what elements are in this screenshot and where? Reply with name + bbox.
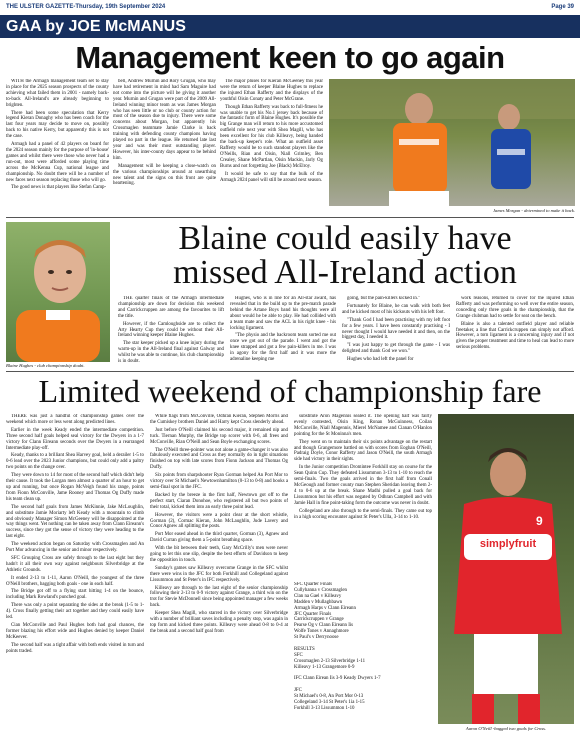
section-band: GAA by JOE McMANUS <box>0 15 580 38</box>
paragraph: substitute Aron Magennis sealed it. The opening half was fairly evenly contested, Oisin King, Ronan McGuinness, Coilan McConville, Niall Magennis, Mierel McNamee and Cianan O'Hanlon pointing for the St Moninna's men. <box>294 414 432 437</box>
jersey-number: 9 <box>536 514 543 528</box>
player-illustration <box>329 79 575 206</box>
paragraph: WITH the Armagh management team set to stay in place for the 2025 season prospects of the county achieving what failed them in 2001 - namely back-to-back All-Ireland's are already beginning to brighten. <box>6 79 109 108</box>
forward-illustration <box>438 414 574 724</box>
paragraph: The good news is that players like Stefan Camp- <box>11 185 107 191</box>
story1-column-2 <box>113 79 216 214</box>
paragraph: "The physio and the backroom team sorted me out once we got out of the parade. I went and got the knee strapped and got a few pain-killers in me. I was in agony for the first half and it was more the adrenaline keeping me <box>230 333 336 363</box>
paragraph: THE quarter finals of the Armagh intermediate championship are down for decision this weekend and Carrickcruppen are among the favourites to lift the title. <box>118 296 224 319</box>
results-line: SFC Quarter Finals <box>294 582 333 587</box>
results-line: Madden v Mullaghbawn <box>294 599 343 605</box>
results-line: IFC Clann Eirean Iis 3-9 Keady Dwyers 1-7 <box>294 676 381 682</box>
story1-column-3 <box>220 79 323 214</box>
results-line: St Michael's 0-8, An Port Mor 0-13 <box>294 694 364 700</box>
story3-headline: Limited weekend of championship fare <box>38 373 542 409</box>
paragraph: The second half was a tight affair with both ends visited in turn and points traded. <box>6 642 144 654</box>
results-line: Cullyhanna v Crossmaglen <box>294 587 347 593</box>
paragraph: They went on to maintain their six points advantage on the restart and though Grangemore battled on with scores from Eoghan O'Neill, Padraig Doyle, Conor Rafferty and Jason O'Neill, the south Armagh side had victory in their sights. <box>294 439 432 463</box>
paragraph: Port Mor eased ahead in the third quarter, Gorman (3), Agnew and David Curran giving them a 5-point breathing space. <box>150 532 288 544</box>
paragraph: Though Ethan Rafferty was back to full-fitness he was unable to get his No.1 jersey back because of the fantastic form of Blaine Hughes. It's possible the big Grange man will return to his more accustomed outfield role next year with Shea Magill, who has been excellent for his club Killeavy, being handed the back-up keeper's role. What an outfield asset Rafferty would be to such standout players like the O'Neills, Rian and Oisin, Niall Grimley, Ben Crealey, Shane McPartlan, Oisin Mackin, Jarly Og Burns and not forgetting Joe (Black) McElroy. <box>220 104 323 169</box>
results-line: JFC <box>294 688 302 694</box>
results-line: Armagh Harps v Clann Eireann <box>294 605 356 611</box>
paragraph: Keeper Shea Magill, who starred in the victory over Silverbridge with a number of brilliant saves including a penalty stop, was again in top form and kicked three points. Killeavy were ahead 0-8 to 0-4 at the break and a second half goal from <box>150 611 288 634</box>
results-line: Wolfe Tones v Annaghmore <box>294 629 349 635</box>
player-photo-blaine-hughes <box>6 222 110 362</box>
paragraph: Earlier in the week Keady ended the intermediate competition. Three second half goals helped seal victory for the Dwyers in a 1-7 victory for Clann Eireann seconds over the Dwyers in a rearranged Intermediate play-off. <box>6 427 144 451</box>
results-line: RESULTS <box>294 646 315 652</box>
results-line: Forkhill 3-13 Lissummon 1-10 <box>294 705 355 711</box>
paragraph: Backed by the breeze in the first half, Newtown got off to the perfect start, Ciaran Donohoe, who registered all but two points of their total, kicked them into an early three point lead. <box>150 492 288 510</box>
paragraph: The weekend action began on Saturday with Crossmaglen and An Port Mor advancing in the senior and minor respectively. <box>6 542 144 554</box>
paragraph: "Thank God I had been practising with my left foot for a few years. I have been constantly practising - I never thought I would have needed it and then, on the biggest day, I needed it. <box>342 317 450 341</box>
story3-column-1 <box>6 414 144 734</box>
paragraph: Killeavy are through to the last eight of the senior championship following their 2-13 to 0-9 victory against Grange, a third win on the trot for Stevie McDonnell since being appointed manager a few weeks back. <box>150 585 288 609</box>
paragraph: THERE was just a handful of championship games over the weekend which more or less went along predicted lines. <box>6 414 144 425</box>
player-photo-aaron-oneill <box>438 414 574 724</box>
paragraph: "I was just happy to get through the game - I was delighted and thank God we won." <box>342 343 450 355</box>
paragraph: bell, Andrew Murnin and Rory Grugan, who may have had retirement in mind had Sam Maguire had not come into the picture will be giving it another year. Murnin and Grugan were part of the 2009 All-Ireland winning minor team as was James Morgan who has seen little or no club or county action for most of the season due to injury. There were some concerns about Morgan, but apparently his Crossmaglen teammate Jamie Clarke is back training with defending county champions having played no part in the league. He returned late last year and was their most outstanding player. However, his inter-county days appear to be behind him. <box>113 79 216 161</box>
paragraph: With the bit between their teeth, Gary McCrilly's men were never going to let this one slip, despite the best efforts of Davidson to keep the opposition in touch. <box>150 546 288 563</box>
results-line: Carrickcruppen v Grange <box>294 617 344 623</box>
story3-column-2 <box>150 414 288 734</box>
page-number: Page 39 <box>551 4 574 10</box>
story1-column-1 <box>6 79 109 214</box>
paragraph: There was only a point separating the sides at the break (1-5 to 1-4). Cross finally getting their act together and they could easily have led. <box>6 603 144 621</box>
newspaper-date-line: THE ULSTER GAZETTE-Thursday, 19th September 2024 <box>6 4 166 10</box>
paragraph: Hughes, who is in line for an All-star award, has revealed that in the build up to the pre-match parade behind the Artane Boys band his thoughts were all about would he be able to play. He had collided with a team mate and saw the ACL in his right knee - his locking ligament. <box>230 296 336 331</box>
results-line: Pearse Og v Clann Eireann Iis <box>294 623 354 629</box>
paragraph: The Bridge got off to a flying start hitting 1-4 on the bounce, including Mark Rowland's punched goal. <box>6 589 144 601</box>
story1-caption: James Morgan - determined to make it back. <box>493 208 575 213</box>
paragraph: SFC Grouping Cross are safely through to the last eight but they hadn't it all their own way against neighbours Silverbridge at the Athletic Grounds. <box>6 555 144 573</box>
paragraph: In the Junior competition Dromintee Forkhill stay on course for the Sean Quinn Cup. They defeated Lissummon 3-13 to 1-10 to reach the semi-finals. Two the goals arrived in the first half from Conall McGeough and former county man Stephen Sheridan leaving them 2-4 to 0-6 up at the break. Shane Madhi pulled a goal back for Lissummon but his effort was negated by Odhran Campbell and with Jamie Hall in fine point-taking form the outcome was never in doubt. <box>294 465 432 506</box>
paragraph: However, the visitors were a point clear at the short whistle, Gorman (2), Cormac Kieran, John McLaughlin, Jude Lavery and Conor Agnew all splitting the posts. <box>150 512 288 530</box>
divider-1 <box>6 217 574 218</box>
story2-headline-line-1: Blaine could easily have <box>178 220 512 257</box>
paragraph: Just before O'Neill claimed his second major, it remained nip and tuck. Tiernan Murphy, the Bridge top scorer with 0-6, all frees and McConville, Rian O'Neill and Sean Boyle exchanging scores. <box>150 427 288 445</box>
story2-column-2 <box>230 296 336 368</box>
paragraph: The star keeper picked up a knee injury during the warm-up in the All-Ireland final against Galway and whilst he was able to continue, his club championship is in doubt. <box>118 341 224 365</box>
results-line: St Paul's v Derrynoose <box>294 635 339 641</box>
page-header <box>0 0 580 14</box>
story2-column-3 <box>342 296 450 368</box>
paragraph: However, if the Camloughside are to collect the Arty Hearty Cup they could be without their All-Ireland winning keeper Blaine Hughes. <box>118 321 224 339</box>
divider-2 <box>6 371 574 372</box>
results-line: Clan na Gael v Killeavy <box>294 593 342 599</box>
story2-caption: Blaine Hughes - club championship doubt. <box>6 363 85 368</box>
paragraph: Blaine is also a talented outfield player and reliable freetaker, a line that Carrickcruppen can simply not afford. However, a torn ligament is a concerning injury and if not given the proper treatment and time to heal can lead to more serious problems. <box>456 321 574 351</box>
paragraph: Sunday's games saw Killeavy overcome Grange in the SFC whilst there were wins in the JFC for both Forkhill and Collegeland against Lissummon and St Peter's in IFC respectively. <box>150 565 288 583</box>
paragraph: Cian McConville and Paul Hughes both had goal chances, the former blazing his effort wide and Hughes denied by keeper Daniel McKeever. <box>6 623 144 640</box>
paragraph: Armagh had a panel of 42 players on board for the 2024 season mainly for the purpose of 'in-house' games and whilst there were those who never had a run-out, most were afforded some playing time across the McKenna Cup, national league and championship. No doubt there will be a number of new faces next season replacing those who will go. <box>6 142 109 183</box>
story2-column-4 <box>456 296 574 368</box>
paragraph: The second half goals from James McKinnie, Jake McLoughlin, and substitute Jamie Moriarty left Keady with a mountain to climb and obviously Manager Simon McGeeney will be disappointed at the way things went. Yet nothing can be taken away from Clann Eireann's success, since they got the sense of victory they were heading to the last eight. <box>6 504 144 540</box>
story2-headline-line-2: missed All-Ireland action <box>173 254 517 291</box>
jersey-sponsor-text: simplyfruit <box>479 538 537 550</box>
results-line: Collegeland 3-14 St Peter's 1ia 1-15 <box>294 700 365 706</box>
results-line: Crossmaglen 2-13 Silverbridge 1-11 <box>294 658 366 664</box>
results-line: SFC <box>294 652 303 658</box>
paragraph: work reasons, returned to cover for the injured Ethan Rafferty and was performing so well over the entire season, conceding only three goals in the championship, that the Grange clubman had to settle for seat on the bench. <box>456 296 574 319</box>
story2-column-1 <box>118 296 224 368</box>
paragraph: Fortunately for Blaine, he can walk with both feet and he kicked most of his kickouts with his left foot. <box>342 303 450 315</box>
paragraph: It would be safe to say that the bulk of the Armagh 2024 panel will still be around next season. <box>220 171 323 183</box>
paragraph: Keady, thanks to a brilliant Shea Harvey goal, held a derailer 1-5 to 0-6 lead over the 2023 Junior champions, but could only add a paltry two points on the change over. <box>6 453 144 471</box>
keeper-illustration <box>6 222 110 362</box>
paragraph: Management will be keeping a close-watch on the various championships around at unearthing new talent and the signs on this front are quite heartening. <box>113 163 216 187</box>
paragraph: The major pluses for Kieran McGeeney this year were the return of keeper Blaine Hughes to replace the injured Ethan Rafferty and the displays of the youthful Oisin Conaty and Peter McGrane. <box>220 79 323 102</box>
paragraph: Hughes who had left the panel for <box>347 357 414 363</box>
player-photo-james-morgan <box>329 79 575 206</box>
paragraph: While flags from McConville, Odhran Kieran, Stephen Morris and the Cumiskey brothers Daniel and Harry kept Cross slenderly ahead. <box>150 414 288 425</box>
paragraph: The O'Neill three-pointer was not alone a game-changer it was also fabulously executed and Cross as they normally do in tight situations finished on top with late scores from Fionn Jackson and Thomas Og Duffy. <box>150 447 288 471</box>
story3-caption: Aaron O'Neill -bagged two goals for Cross. <box>465 726 547 731</box>
results-line: Killeavy 1-13 Grangemore 0-9 <box>294 664 355 670</box>
paragraph: Collegeland are also through to the semi-finals. They came out top in a high scoring encounter against St Peter's Ulla, 3-14 to 1-10. <box>294 508 432 520</box>
paragraph: going, but the pain-killers kicked in." <box>347 296 421 301</box>
paragraph: It ended 2-13 to 1-11, Aaron O'Neill, the youngest of the three O'Neill brothers, bagging both goals - one in each half. <box>6 575 144 587</box>
story3-results-box <box>294 582 434 734</box>
paragraph: Six points from sharpshooter Ryan Gorman helped An Port Mor to victory over St Michael's Newtownhamilton (0-13 to 0-8) and books a semi-final spot in the JFC. <box>150 473 288 490</box>
results-line: JFC Quarter Finals <box>294 611 332 617</box>
paragraph: There had been some speculation that Kerry legend Kieran Donaghy who has been coach for the last four years may decide to move on, possibly back to his native Kerry, but apparently this is not the case. <box>6 110 109 140</box>
story1-headline: Management keen to go again <box>75 40 505 75</box>
story3-column-3 <box>294 414 432 580</box>
paragraph: They were down to 14 for most of the second half which didn't help their cause. It took the Lurgan men almost a quarter of an hour to get up and running, but once Rogan McVeigh found his range, points from Fionn McConville, Jame Rooney and Thomas Og Duffy made his team clean up. <box>6 473 144 502</box>
